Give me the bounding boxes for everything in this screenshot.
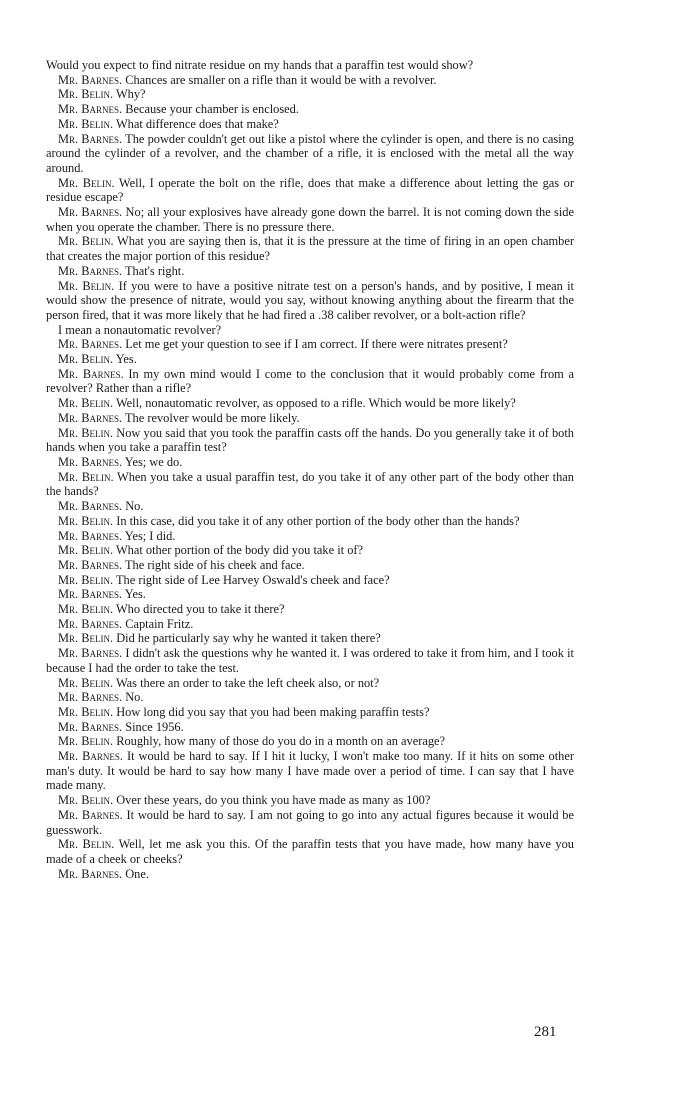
- paragraph-text: The revolver would be more likely.: [124, 410, 300, 425]
- testimony-paragraph: [46, 602, 574, 617]
- speaker-label: Mr. Belin.: [58, 425, 114, 440]
- speaker-label: Mr. Barnes.: [58, 616, 123, 631]
- speaker-label: Mr. Barnes.: [58, 749, 123, 764]
- paragraph-text: Over these years, do you think you have made as many as 100?: [116, 793, 431, 808]
- testimony-paragraph: [46, 676, 574, 691]
- testimony-paragraph: [46, 323, 574, 338]
- speaker-label: Mr. Belin.: [58, 675, 114, 690]
- speaker-label: Mr. Belin.: [58, 116, 114, 131]
- speaker-label: Mr. Belin.: [58, 87, 114, 102]
- testimony-paragraph: [46, 867, 574, 882]
- paragraph-text: Well, I operate the bolt on the rifle, does that make a difference about letting the gas or residue escape?: [46, 175, 574, 205]
- paragraph-text: If you were to have a positive nitrate test on a person's hands, and by positive, I mean it would show the presence of nitrate, would you say, without knowing anything about the firearm that the person fired, that it was more likely that he had fired a .38 caliber revolver, or a bolt-action rifle?: [46, 278, 574, 322]
- paragraph-text: The powder couldn't get out like a pistol where the cylinder is open, and there is no casing around the cylinder of a revolver, and the chamber of a rifle, it is enclosed with the metal all the way around.: [46, 131, 574, 175]
- speaker-label: Mr. Barnes.: [58, 131, 123, 146]
- speaker-label: Mr. Barnes.: [58, 690, 123, 705]
- testimony-paragraph: [46, 529, 574, 544]
- testimony-paragraph: [46, 646, 574, 675]
- testimony-paragraph: [46, 264, 574, 279]
- speaker-label: Mr. Barnes.: [58, 719, 123, 734]
- paragraph-text: That's right.: [124, 263, 185, 278]
- speaker-label: Mr. Belin.: [58, 602, 114, 617]
- speaker-label: Mr. Belin.: [58, 469, 114, 484]
- speaker-label: Mr. Belin.: [58, 513, 114, 528]
- speaker-label: Mr. Belin.: [58, 793, 114, 808]
- paragraph-text: Was there an order to take the left cheek also, or not?: [115, 675, 380, 690]
- testimony-paragraph: [46, 720, 574, 735]
- paragraph-text: Yes; we do.: [124, 454, 183, 469]
- testimony-paragraph: [46, 205, 574, 234]
- speaker-label: Mr. Barnes.: [58, 499, 123, 514]
- testimony-paragraph: [46, 73, 574, 88]
- paragraph-text: When you take a usual paraffin test, do you take it of any other part of the body other than the hands?: [46, 469, 574, 499]
- page-number: 281: [534, 1024, 557, 1040]
- testimony-paragraph: [46, 132, 574, 176]
- paragraph-text: Yes; I did.: [124, 528, 176, 543]
- speaker-label: Mr. Barnes.: [58, 807, 123, 822]
- speaker-label: Mr. Barnes.: [58, 263, 123, 278]
- paragraph-text: Who directed you to take it there?: [115, 602, 285, 617]
- paragraph-text: Let me get your question to see if I am correct. If there were nitrates present?: [125, 337, 508, 352]
- testimony-paragraph: [46, 558, 574, 573]
- speaker-label: Mr. Barnes.: [58, 866, 123, 881]
- paragraph-text: The right side of his cheek and face.: [124, 557, 305, 572]
- paragraph-text: How long did you say that you had been making paraffin tests?: [116, 704, 430, 719]
- testimony-paragraph: [46, 734, 574, 749]
- speaker-label: Mr. Barnes.: [58, 205, 123, 220]
- paragraph-text: Chances are smaller on a rifle than it would be with a revolver.: [125, 72, 437, 87]
- paragraph-text: Well, let me ask you this. Of the paraffin tests that you have made, how many have you made of a cheek or cheeks?: [46, 837, 575, 866]
- speaker-label: Mr. Belin.: [58, 837, 115, 852]
- paragraph-text: The right side of Lee Harvey Oswald's cheek and face?: [115, 572, 390, 587]
- paragraph-text: I didn't ask the questions why he wanted it. I was ordered to take it from him, and I took it because I had the order to take the test.: [46, 646, 574, 675]
- speaker-label: Mr. Belin.: [58, 396, 114, 411]
- speaker-label: Mr. Barnes.: [58, 587, 123, 602]
- paragraph-text: It would be hard to say. If I hit it lucky, I won't make too many. If it hits on some other man's duty. It would be hard to say how many I have made over a period of time. I can say that I have made many.: [46, 749, 574, 793]
- testimony-paragraph: [46, 499, 574, 514]
- speaker-label: Mr. Belin.: [58, 572, 114, 587]
- testimony-paragraph: [46, 176, 574, 205]
- speaker-label: Mr. Belin.: [58, 175, 115, 190]
- speaker-label: Mr. Barnes.: [58, 646, 123, 661]
- testimony-paragraph: [46, 690, 574, 705]
- paragraph-text: Captain Fritz.: [125, 616, 194, 631]
- testimony-paragraph: [46, 793, 574, 808]
- speaker-label: Mr. Barnes.: [58, 366, 124, 381]
- testimony-paragraph: [46, 411, 574, 426]
- paragraph-text: Because your chamber is enclosed.: [125, 102, 299, 117]
- testimony-paragraph: [46, 234, 574, 263]
- speaker-label: Mr. Barnes.: [58, 410, 123, 425]
- testimony-paragraph: [46, 352, 574, 367]
- testimony-paragraph: [46, 87, 574, 102]
- testimony-paragraph: [46, 543, 574, 558]
- paragraph-text: Why?: [115, 87, 146, 102]
- paragraph-text: Yes.: [124, 587, 146, 602]
- speaker-label: Mr. Belin.: [58, 234, 114, 249]
- paragraph-text: What other portion of the body did you take it of?: [115, 543, 364, 558]
- testimony-paragraph: [46, 58, 574, 73]
- speaker-label: Mr. Belin.: [58, 543, 114, 558]
- speaker-label: Mr. Belin.: [58, 352, 114, 367]
- testimony-paragraph: [46, 470, 574, 499]
- testimony-paragraph: [46, 279, 574, 323]
- paragraph-text: Roughly, how many of those do you do in a month on an average?: [116, 734, 446, 749]
- testimony-text: [46, 58, 574, 881]
- testimony-paragraph: [46, 117, 574, 132]
- paragraph-text: One.: [125, 866, 149, 881]
- speaker-label: Mr. Belin.: [58, 278, 115, 293]
- speaker-label: Mr. Belin.: [58, 734, 114, 749]
- testimony-paragraph: [46, 631, 574, 646]
- paragraph-text: In this case, did you take it of any other portion of the body other than the hands?: [116, 513, 520, 528]
- testimony-paragraph: [46, 455, 574, 470]
- testimony-paragraph: [46, 587, 574, 602]
- paragraph-text: What you are saying then is, that it is the pressure at the time of firing in an open chamber that creates the major portion of this residue?: [46, 234, 575, 264]
- speaker-label: Mr. Barnes.: [58, 528, 123, 543]
- paragraph-text: Would you expect to find nitrate residue on my hands that a paraffin test would show?: [46, 58, 474, 72]
- testimony-paragraph: [46, 837, 574, 866]
- speaker-label: Mr. Barnes.: [58, 72, 123, 87]
- paragraph-text: Did he particularly say why he wanted it taken there?: [116, 631, 381, 646]
- speaker-label: Mr. Belin.: [58, 704, 114, 719]
- speaker-label: Mr. Barnes.: [58, 337, 123, 352]
- paragraph-text: Since 1956.: [125, 719, 184, 734]
- paragraph-text: It would be hard to say. I am not going to go into any actual figures because it would be guesswork.: [46, 807, 574, 837]
- testimony-paragraph: [46, 749, 574, 793]
- speaker-label: Mr. Barnes.: [58, 454, 123, 469]
- testimony-paragraph: [46, 367, 574, 396]
- speaker-label: Mr. Belin.: [58, 631, 114, 646]
- testimony-paragraph: [46, 337, 574, 352]
- paragraph-text: I mean a nonautomatic revolver?: [58, 322, 222, 337]
- paragraph-text: No; all your explosives have already gone down the barrel. It is not coming down the side when you operate the chamber. There is no pressure there.: [46, 205, 574, 234]
- testimony-paragraph: [46, 102, 574, 117]
- speaker-label: Mr. Barnes.: [58, 557, 123, 572]
- paragraph-text: Well, nonautomatic revolver, as opposed to a rifle. Which would be more likely?: [115, 396, 516, 411]
- paragraph-text: No.: [125, 690, 144, 705]
- testimony-paragraph: [46, 617, 574, 632]
- testimony-paragraph: [46, 514, 574, 529]
- paragraph-text: In my own mind would I come to the conclusion that it would probably come from a revolver? Rather than a rifle?: [46, 366, 574, 396]
- testimony-paragraph: [46, 808, 574, 837]
- testimony-paragraph: [46, 426, 574, 455]
- testimony-paragraph: [46, 705, 574, 720]
- speaker-label: Mr. Barnes.: [58, 102, 123, 117]
- paragraph-text: Now you said that you took the paraffin casts off the hands. Do you generally take it of both hands when you take a paraffin test?: [46, 425, 574, 455]
- paragraph-text: Yes.: [115, 352, 137, 367]
- paragraph-text: What difference does that make?: [115, 116, 279, 131]
- testimony-paragraph: [46, 573, 574, 588]
- paragraph-text: No.: [125, 499, 144, 514]
- testimony-paragraph: [46, 396, 574, 411]
